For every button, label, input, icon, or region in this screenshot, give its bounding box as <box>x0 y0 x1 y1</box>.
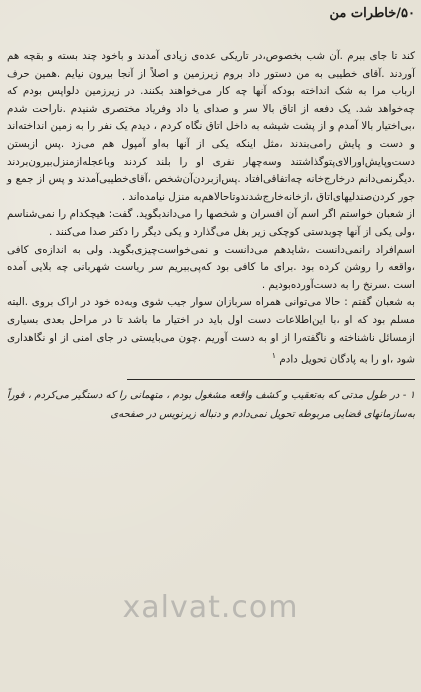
watermark: xalvat.com <box>122 590 299 625</box>
footnote: ۱ - در طول مدتی که به‌تعقیب و کشف واقعه مشغول بودم ، متهمانی را که دستگیر می‌کردم ، فوراً به‌سازمانهای قضایی مربوطه تحویل نمی‌دادم و دنباله زیرنویس در صفحه‌ی <box>7 390 416 421</box>
paragraph-3: اسم‌افراد رانمی‌دانست ،شایدهم می‌دانست و نمی‌خواست‌چیزی‌بگوید. ولی به اندازه‌ی کافی ،واقعه را روشن کرده بود .برای ما کافی بود که‌پی‌ببریم سر ریاست شهربانی چه بلایی آمده است .سرنخ را به دست‌آورده‌بودیم . <box>7 243 415 291</box>
footnote-divider <box>127 379 415 380</box>
paragraph-1: کند تا جای ببرم .آن شب بخصوص،در تاریکی عده‌ی زیادی آمدند و باخود چند بسته و بقچه هم آوردند .آقای خطیبی به من دستور داد بروم زیرزمین و اصلاً از آنجا بیرون نیایم .همین حرف ارباب مرا به شک انداخته بودکه آنها چه کار می‌خواهند بکنند. در زیرزمین دلواپس بودم که چه‌خواهد شد. یک دفعه از اتاق بالا سر و صدای یا داد وفریاد مختصری شنیدم .ناراحت شدم ،بی‌اختیار بالا آمدم و از پشت شیشه به داخل اتاق نگاه کردم ، دیدم یک نفر را به زمین انداخته‌اند و دست و پایش رامی‌بندند ،مثل اینکه یکی از آنها به‌او آمپول هم می‌زد .پس ازبستن دست‌وپایش‌اورالای‌پتوگذاشتند وسه‌چهار نفری او را بلند کردند وباعجله‌ازمنزل‌بیرون‌بردند .دیگرنمی‌دانم درخارج‌خانه چه‌اتفاقی‌افتاد .پس‌ازبردن‌آن‌شخص ،آقای‌خطیبی‌آمدند و پس از جمع و جور کردن‌صندلیهای‌اتاق ،ازخانه‌خارج‌شدندوتاحالاهم‌به منزل نیامده‌اند . <box>7 50 415 203</box>
footnote-marker: ۱ <box>271 351 277 361</box>
page-title: ۵۰/خاطرات من <box>329 6 415 21</box>
body-text <box>7 48 415 369</box>
paragraph-4-text: به شعبان گفتم : حالا می‌توانی همراه سربازان سوار جیب شوی وبه‌ده خود در اراک بروی .البته مسلم بود که او ،با این‌اطلاعات دست اول باید در اختیار ما باشد تا در مراحل بعدی بسیاری ازمسائل ناشناخته و ناگفته‌را از او به دست آوریم .چون می‌بایستی در جای امنی از او نگاهداری شود ،او را به پادگان تحویل دادم <box>7 296 415 366</box>
paragraph-2: از شعبان خواستم اگر اسم آن افسران و شخصها را می‌داندبگوید. گفت: هیچکدام را نمی‌شناسم ،ولی یکی از آنها چوبدستی کوچکی زیر بغل می‌گذارد و یکی دیگر را دکتر صدا می‌کنند . <box>7 208 415 238</box>
page-header <box>7 6 415 28</box>
paragraph-4 <box>7 294 415 369</box>
